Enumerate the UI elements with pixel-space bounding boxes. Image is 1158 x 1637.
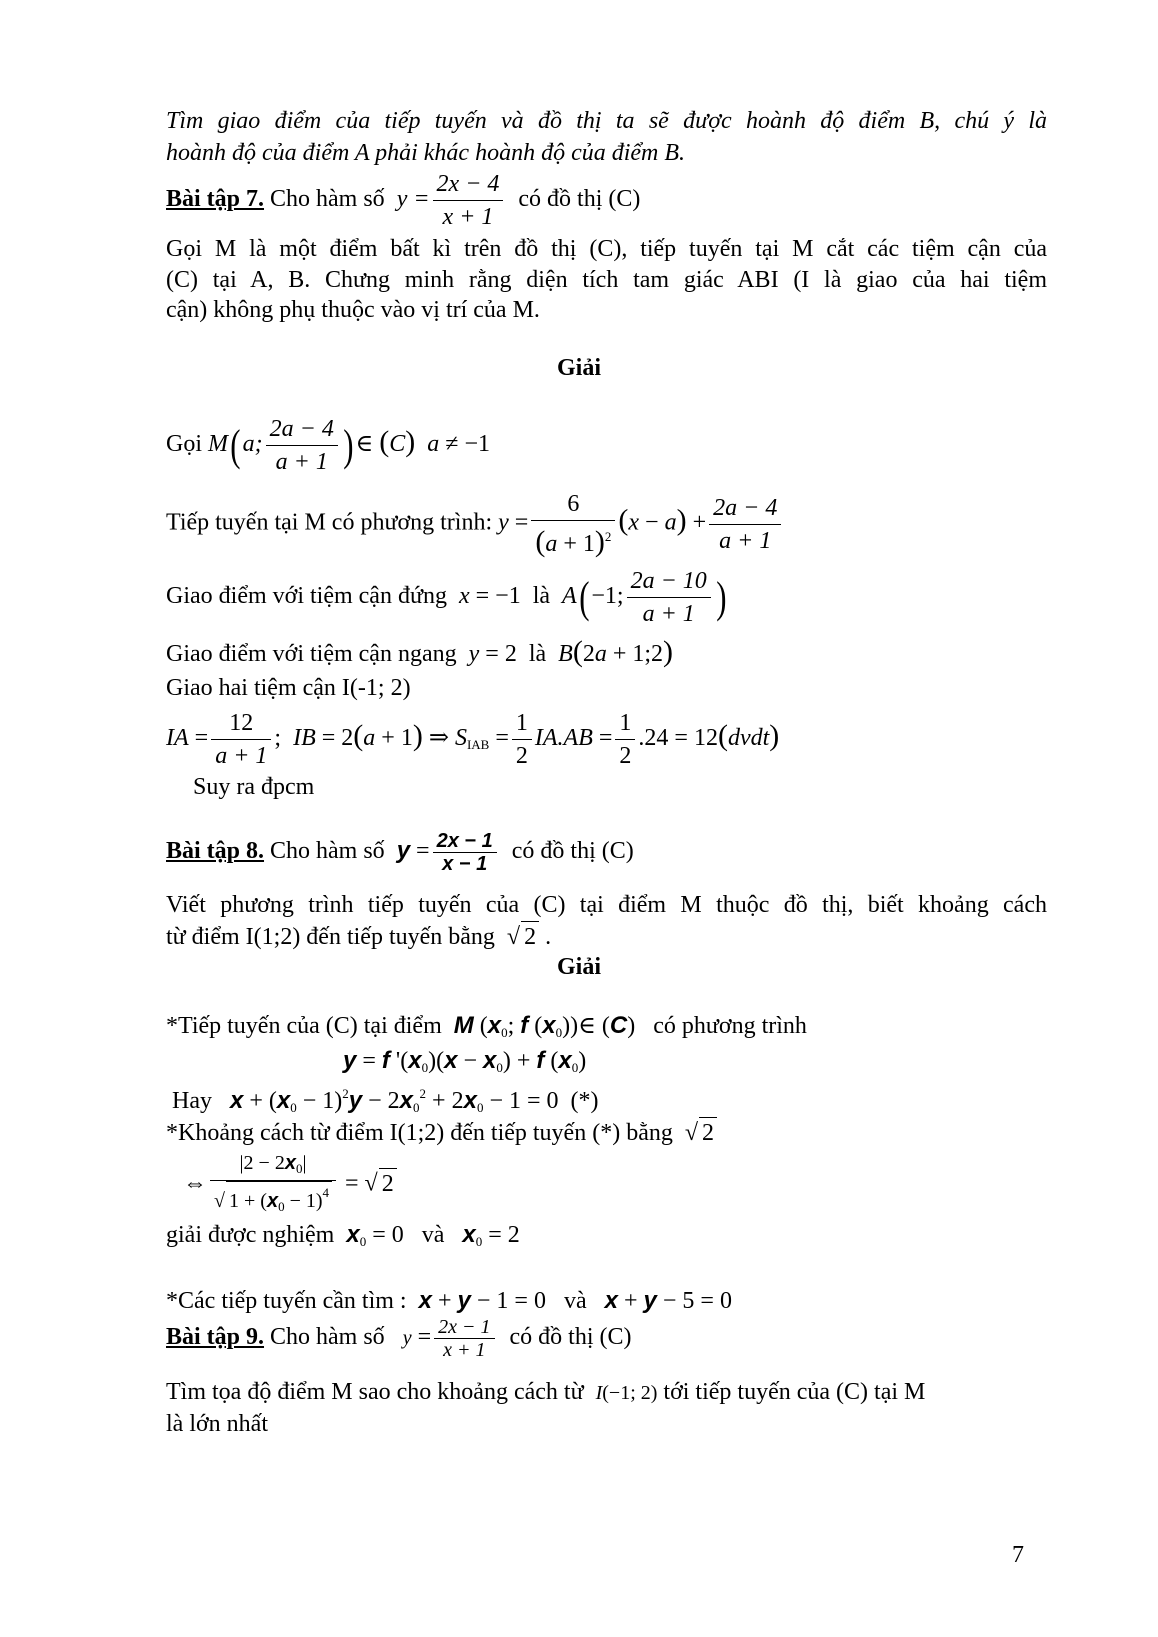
exercise-7-line-3: cận) không phụ thuộc vào vị trí của M.: [166, 297, 540, 323]
exercise-7-step-5: Giao hai tiệm cận I(-1; 2): [166, 675, 411, 701]
exercise-9-line-2: là lớn nhất: [166, 1411, 268, 1437]
exercise-9-function: $\frac{2x - 1}{x + 1}$: [434, 1316, 494, 1361]
exercise-8-step-7: *Các tiếp tuyến cần tìm : x + y − 1 = 0 và x + y − 5 = 0: [166, 1287, 732, 1314]
intro-line-2: hoành độ của điểm A phải khác hoành độ của điểm B.: [166, 140, 686, 166]
exercise-7-conclusion: Suy ra đpcm: [193, 774, 315, 800]
exercise-8-line-1: Viết phương trình tiếp tuyến của (C) tại điểm M thuộc đồ thị, biết khoảng cách: [166, 892, 1047, 918]
exercise-8-heading: Bài tập 8. Cho hàm số y = $\frac{2x - 1}{x - 1}$ có đồ thị (C): [166, 830, 634, 875]
exercise-8-solution-heading: Giải: [556, 954, 601, 980]
exercise-8-step-4: *Khoảng cách từ điểm I(1;2) đến tiếp tuyến (*) bằng √ 2: [166, 1117, 717, 1148]
exercise-7-line-1: Gọi M là một điểm bất kì trên đồ thị (C), tiếp tuyến tại M cắt các tiệm cận của: [166, 236, 1047, 262]
page-number: 7: [1012, 1542, 1024, 1568]
exercise-8-step-6: giải được nghiệm $x_0 = 0$ và $x_0 = 2$: [166, 1221, 520, 1249]
exercise-8-title: Bài tập 8.: [166, 838, 265, 865]
exercise-8-step-3: Hay $x + (x_0 - 1)^2y - 2x_0^2 + 2x_0 - 1 = 0$ (*): [172, 1086, 599, 1115]
exercise-8-line-2: từ điểm I(1;2) đến tiếp tuyến bằng √ 2 .: [166, 921, 551, 952]
exercise-8-function: $\frac{2x - 1}{x - 1}$: [433, 830, 497, 875]
exercise-9-title: Bài tập 9.: [166, 1324, 265, 1351]
exercise-8-step-1: *Tiếp tuyến của (C) tại điểm M ($x_0$; f $(x_0))\in$ (C) có phương trình: [166, 1012, 807, 1040]
exercise-9-line-1: Tìm tọa độ điểm M sao cho khoảng cách từ I(−1; 2) tới tiếp tuyến của (C) tại M: [166, 1379, 926, 1405]
exercise-7-step-3: Giao điểm với tiệm cận đứng x = −1 là A(−1; $\frac{2a - 10}{a + 1}$ ): [166, 565, 728, 630]
exercise-9-heading: Bài tập 9. Cho hàm số y = $\frac{2x - 1}{x + 1}$ có đồ thị (C): [166, 1316, 632, 1361]
exercise-7-step-2: Tiếp tuyến tại M có phương trình: y = $\frac{6}{(a + 1)^2}$ (x − a) + $\frac{2a - 4}{a + 1}$: [166, 488, 784, 560]
exercise-8-step-5: ⇔ $\frac{|2 - 2x_0|}{√ 1 + (x_0 - 1)^4}$ = √ 2: [183, 1152, 397, 1218]
exercise-7-solution-heading: Giải: [556, 355, 601, 381]
intro-line-1: Tìm giao điểm của tiếp tuyến và đồ thị ta sẽ được hoành độ điểm B, chú ý là: [166, 108, 1047, 134]
exercise-7-line-2: (C) tại A, B. Chưng minh rằng diện tích tam giác ABI (I là giao của hai tiệm: [166, 267, 1047, 293]
exercise-8-step-2: y = f '$(x_0)(x - x_0) + f$ $(x_0)$: [343, 1047, 587, 1075]
exercise-7-title: Bài tập 7.: [166, 186, 265, 213]
exercise-7-step-4: Giao điểm với tiệm cận ngang y = 2 là B(2a + 1;2): [166, 635, 674, 668]
exercise-7-function: $\frac{2x - 4}{x + 1}$: [433, 168, 504, 233]
exercise-7-heading: Bài tập 7. Cho hàm số y = $\frac{2x - 4}{x + 1}$ có đồ thị (C): [166, 168, 640, 233]
exercise-7-step-6: IA = $\frac{12}{a + 1}$ ; IB = 2(a + 1) ⇒ $S_{IAB}$ = $\frac{1}{2}$ IA.AB = $\frac{1}{2}$ .24 = 12(dvdt): [166, 707, 779, 772]
exercise-7-step-1: Gọi M(a; $\frac{2a - 4}{a + 1}$ )∈ (C) a ≠ −1: [166, 413, 490, 478]
